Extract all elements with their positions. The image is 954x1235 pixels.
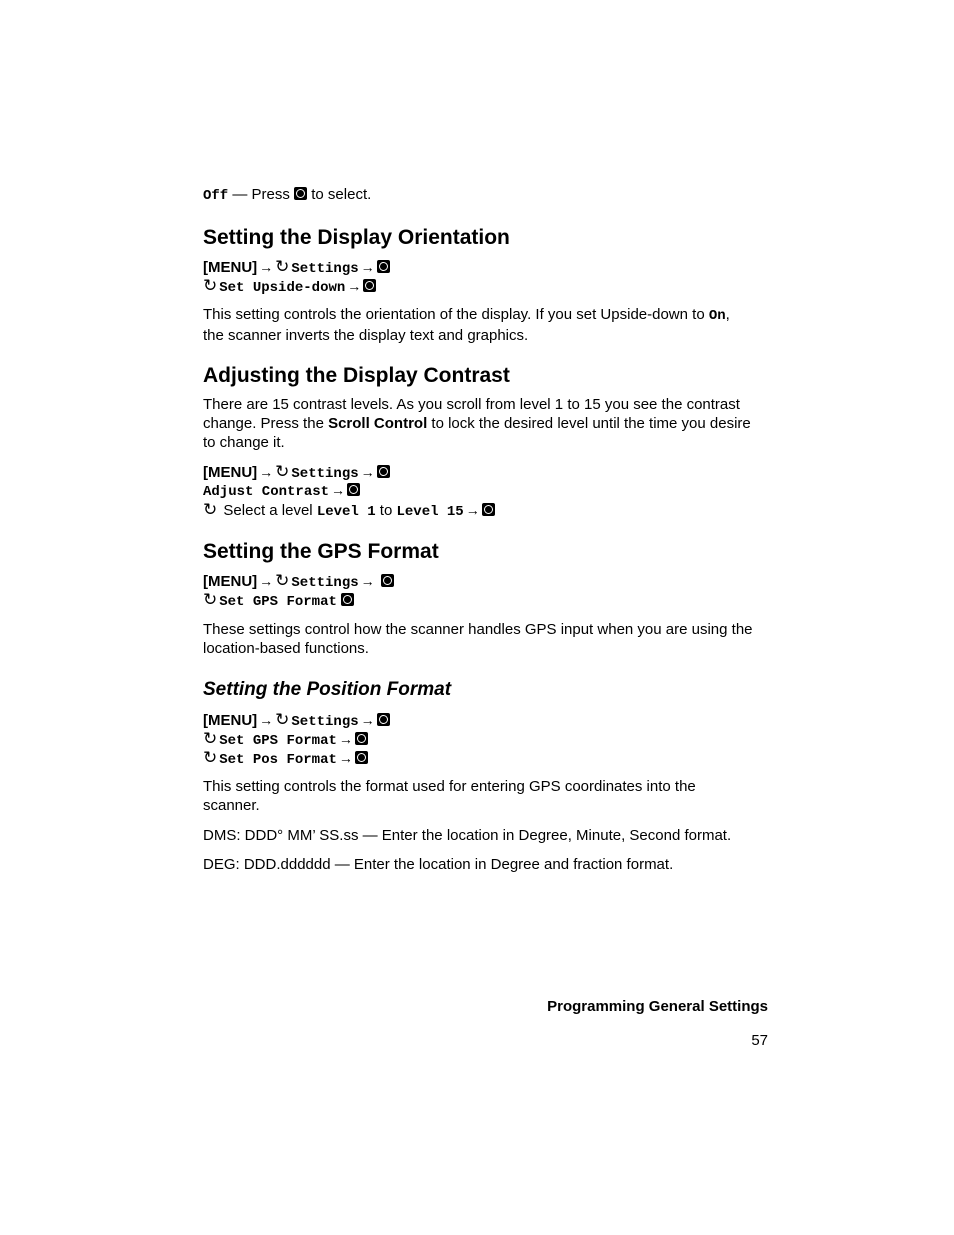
arrow-right-icon: → (360, 573, 375, 589)
select-level-text: Select a level (219, 502, 317, 519)
arrow-right-icon: → (259, 259, 274, 275)
orientation-description (203, 305, 730, 345)
section-title-gps-format: Setting the GPS Format (203, 540, 439, 563)
contrast-text-c: to lock the desired level until the time you desire (427, 415, 751, 432)
menu-path-contrast-3 (203, 500, 495, 522)
scroll-knob-icon (377, 713, 390, 726)
menu-label: [MENU] (203, 464, 258, 481)
gps-text-2: location-based functions. (203, 640, 369, 657)
rotate-icon: ↻ (275, 571, 290, 590)
contrast-description (203, 395, 769, 452)
scroll-knob-icon (294, 187, 307, 200)
scroll-knob-icon (347, 483, 360, 496)
scroll-knob-icon (355, 751, 368, 764)
rotate-icon: ↻ (275, 710, 290, 729)
menu-path-orientation-2 (203, 276, 376, 298)
scroll-knob-icon (341, 593, 354, 606)
menu-path-gps-2 (203, 590, 354, 612)
orientation-text-2: , (725, 306, 730, 323)
set-gps-format-label: Set GPS Format (219, 594, 337, 610)
rotate-icon: ↻ (203, 590, 218, 609)
settings-label: Settings (291, 714, 359, 730)
deg-description: DEG: DDD.dddddd — Enter the location in Degree and fraction format. (203, 856, 674, 873)
menu-label: [MENU] (203, 573, 258, 590)
gps-text-1: These settings control how the scanner handles GPS input when you are using the (203, 621, 753, 638)
arrow-right-icon: → (259, 712, 274, 728)
adjust-contrast-label: Adjust Contrast (203, 484, 330, 500)
arrow-right-icon: → (259, 464, 274, 480)
menu-label: [MENU] (203, 259, 258, 276)
menu-label: [MENU] (203, 712, 258, 729)
arrow-right-icon: → (338, 731, 353, 747)
set-upside-down-label: Set Upside-down (219, 280, 346, 296)
scroll-knob-icon (377, 260, 390, 273)
scroll-knob-icon (381, 574, 394, 587)
arrow-right-icon: → (338, 750, 353, 766)
position-text-2: scanner. (203, 797, 260, 814)
set-pos-format-label: Set Pos Format (219, 752, 337, 768)
arrow-right-icon: → (360, 712, 375, 728)
on-value: On (708, 308, 726, 324)
arrow-right-icon: → (360, 259, 375, 275)
scroll-knob-icon (377, 465, 390, 478)
intro-press-text: — Press (228, 186, 295, 203)
level-1-label: Level 1 (316, 504, 376, 520)
arrow-right-icon: → (360, 464, 375, 480)
level-15-label: Level 15 (396, 504, 464, 520)
scroll-knob-icon (363, 279, 376, 292)
section-title-contrast: Adjusting the Display Contrast (203, 364, 510, 387)
contrast-text-d: to change it. (203, 434, 285, 451)
menu-path-position-3 (203, 748, 368, 770)
contrast-text-b: change. Press the (203, 415, 329, 432)
off-value: Off (203, 188, 229, 204)
scroll-knob-icon (482, 503, 495, 516)
page-number: 57 (751, 1032, 768, 1049)
rotate-icon: ↻ (203, 276, 218, 295)
section-title-position-format: Setting the Position Format (203, 679, 452, 700)
rotate-icon: ↻ (275, 257, 290, 276)
section-title-orientation: Setting the Display Orientation (203, 226, 510, 249)
position-description (203, 777, 769, 815)
arrow-right-icon: → (331, 482, 346, 498)
arrow-right-icon: → (347, 278, 362, 294)
gps-description (203, 620, 769, 658)
rotate-icon: ↻ (203, 500, 218, 519)
rotate-icon: ↻ (203, 729, 218, 748)
set-gps-format-label: Set GPS Format (219, 733, 337, 749)
settings-label: Settings (291, 261, 359, 277)
arrow-right-icon: → (259, 573, 274, 589)
scroll-control-label: Scroll Control (328, 415, 428, 432)
intro-select-text: to select. (307, 186, 372, 203)
orientation-text-3: the scanner inverts the display text and graphics. (203, 327, 529, 344)
menu-path-contrast-2 (203, 481, 360, 502)
settings-label: Settings (291, 575, 359, 591)
footer-section-title: Programming General Settings (547, 998, 768, 1015)
intro-line (203, 185, 371, 206)
to-text: to (375, 502, 397, 519)
arrow-right-icon: → (465, 502, 480, 518)
rotate-icon: ↻ (203, 748, 218, 767)
position-text-1: This setting controls the format used for entering GPS coordinates into the (203, 778, 696, 795)
contrast-text-a: There are 15 contrast levels. As you scroll from level 1 to 15 you see the contrast (203, 396, 740, 413)
dms-description: DMS: DDD° MM’ SS.ss — Enter the location in Degree, Minute, Second format. (203, 827, 732, 844)
rotate-icon: ↻ (275, 462, 290, 481)
scroll-knob-icon (355, 732, 368, 745)
settings-label: Settings (291, 466, 359, 482)
orientation-text-1: This setting controls the orientation of the display. If you set Upside-down to (203, 306, 709, 323)
